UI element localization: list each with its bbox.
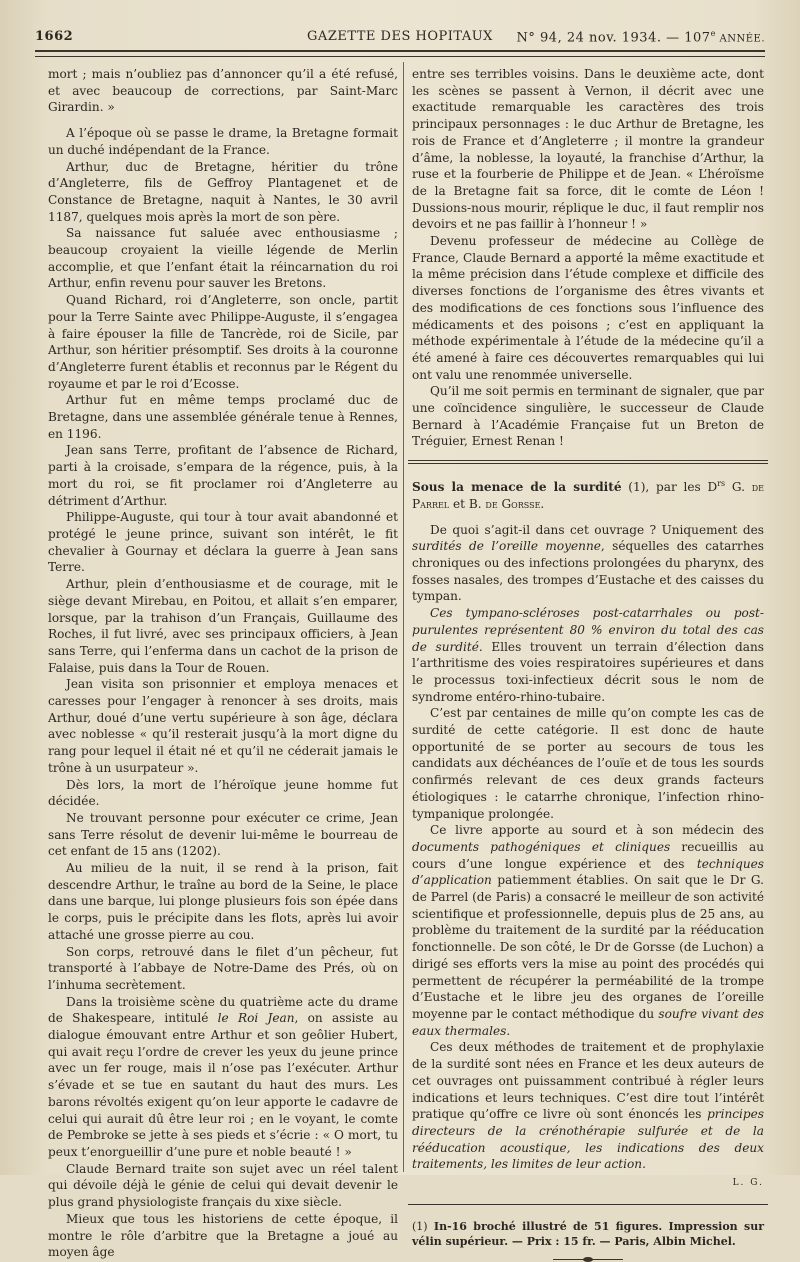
paragraph: Quand Richard, roi d’Angleterre, son oncle, partit pour la Terre Sainte avec Philippe-Auguste, il s’engagea à faire épouser la fille de Tancrède, roi de Sicile, par Arthur, son héritier présomptif. Ses droits à la couronne d’Angleterre furent établis et reconnus par le Régent du royaume et par le roi d’Ecosse. [48,293,398,391]
paragraph: Mieux que tous les historiens de cette époque, il montre le rôle d’arbitre que la Bretagne a joué au moyen âge [48,1211,398,1260]
paragraph: De quoi s’agit-il dans cet ouvrage ? Uniquement des surdités de l’oreille moyenne, séquelles des catarrhes chroniques ou des infections prolongées du pharynx, des fosses nasales, des trompes d’Eustache et des caisses du tympan. [412,522,764,604]
paragraph: Jean sans Terre, profitant de l’absence de Richard, parti à la croisade, s’empara de la régence, puis, à la mort du roi, se fit proclamer roi d’Angleterre au détriment d’Arthur. [48,443,398,508]
page-number: 1662 [35,29,74,44]
footnote: (1) In-16 broché illustré de 51 figures. Impression sur vélin supérieur. — Prix : 15 fr. — Paris, Albin Michel. [412,1219,764,1248]
paragraph: Devenu professeur de médecine au Collège de France, Claude Bernard a apporté la même exactitude et la même précision dans l’étude complexe et difficile des diverses fonctions de l’organisme des êtres vivants et des modifications de ces fonctions sous l’influence des médicaments et des poisons ; c’est en appliquant la méthode expérimentale à l’étude de la médecine qu’il a été amené à faire ces découvertes remarquables qui lui ont valu une renommée universelle. [412,234,764,382]
journal-title: GAZETTE DES HOPITAUX [307,29,493,44]
paragraph: Ces deux méthodes de traitement et de prophylaxie de la surdité sont nées en France et les deux auteurs de cet ouvrages ont puissamment contribué à régler leurs indications et leurs techniques. C’est dire tout l’intérêt pratique qu’offre ce livre où sont énoncés les principes directeurs de la crénothérapie sulfurée et de la rééducation acoustique, les indications des deux traitements, les limites de leur action. [412,1040,764,1172]
paragraph: Ce livre apporte au sourd et à son médecin des documents pathogéniques et cliniques recueillis au cours d’une longue expérience et des techniques d’application patiemment établies. On sait que le Dr G. de Parrel (de Paris) a consacré le meilleur de son activité scientifique et professionnelle, depuis plus de 25 ans, au problème du traitement de la surdité par la rééducation fonctionnelle. De son côté, le Dr de Gorsse (de Luchon) a dirigé ses efforts vers la mise au point des procédés qui permettent de récupérer la perméabilité de la trompe d’Eustache et le libre jeu des organes de l’oreille moyenne par le contact méthodique du soufre vivant des eaux thermales. [412,823,764,1038]
review-heading: Sous la menace de la surdité (1), par les $D^{rs}$ G. de Parrel et B. de Gorsse. [412,479,764,511]
paragraph: Arthur, plein d’enthousiasme et de courage, mit le siège devant Mirebau, en Poitou, et allait s’en emparer, lorsque, par la trahison d’un Français, Guillaume des Roches, il fut livré, avec ses principaux officiers, à Jean sans Terre, qui l’enferma dans un cachot de la prison de Falaise, puis dans la Tour de Rouen. [48,577,398,675]
header-rule [35,50,765,52]
left-column [48,66,398,1261]
paragraph: Sa naissance fut saluée avec enthousiasme ; beaucoup croyaient la vieille légende de Merlin accomplie, et que l’enfant était la réincarnation du roi Arthur, enfin revenu pour sauver les Bretons. [48,226,398,291]
paragraph: Qu’il me soit permis en terminant de signaler, que par une coïncidence singulière, le successeur de Claude Bernard à l’Académie Française fut un Breton de Tréguier, Ernest Renan ! [412,384,764,449]
column-divider [403,62,404,1172]
paragraph: Jean visita son prisonnier et employa menaces et caresses pour l’engager à renoncer à ses droits, mais Arthur, doué d’une vertu supérieure à son âge, déclara avec noblesse « qu’il resterait jusqu’à la mort digne du rang pour lequel il était né et qu’il ne céderait jamais le trône à un usurpateur ». [48,677,398,775]
header-rule-thin [35,56,765,57]
review-signature: L. G. [732,1178,764,1189]
paragraph: Philippe-Auguste, qui tour à tour avait abandonné et protégé le jeune prince, suivant son intérêt, le fit chevalier à Gournay et déclara la guerre à Jean sans Terre. [48,510,398,575]
paragraph: Ces tympano-scléroses post-catarrhales ou post-purulentes représentent 80 % environ du total des cas de surdité. Elles trouvent un terrain d’élection dans l’arthritisme des voies respiratoires supérieures et dans le processus toxi-infectieux décrit sous le nom de syndrome entéro-rhino-tubaire. [412,606,764,704]
paragraph: Arthur, duc de Bretagne, héritier du trône d’Angleterre, fils de Geffroy Plantagenet et de Constance de Bretagne, naquit à Nantes, le 30 avril 1187, quelques mois après la mort de son père. [48,159,398,224]
footnote-separator [408,1204,768,1205]
section-separator [408,460,768,464]
issue-info: N° 94, 24 nov. 1934. — 107e ANNÉE. [516,29,765,46]
paragraph: Arthur fut en même temps proclamé duc de Bretagne, dans une assemblée générale tenue à Rennes, en 1196. [48,393,398,441]
paragraph: Claude Bernard traite son sujet avec un réel talent qui dévoile déjà le génie de celui qui devait devenir le plus grand physiologiste français du xixe siècle. [48,1161,398,1210]
paragraph: Dès lors, la mort de l’héroïque jeune homme fut décidée. [48,777,398,809]
paragraph: A l’époque où se passe le drame, la Bretagne formait un duché indépendant de la France. [48,126,398,157]
paragraph: entre ses terribles voisins. Dans le deuxième acte, dont les scènes se passent à Vernon, il décrit avec une exactitude remarquable les caractères des trois principaux personnages : le duc Arthur de Bretagne, les rois de France et d’Angleterre ; il montre la grandeur d’âme, la noblesse, la loyauté, la franchise d’Arthur, la ruse et la fourberie de Philippe et de Jean. « L’héroïsme de la Bretagne fait sa force, dit le comte de Léon ! Dussions-nous mourir, réplique le duc, il faut remplir nos devoirs et ne pas faillir à l’honneur ! » [412,67,764,232]
paragraph: Au milieu de la nuit, il se rend à la prison, fait descendre Arthur, le traîne au bord de la Seine, le place dans une barque, lui plonge plusieurs fois son épée dans le corps, puis le précipite dans les flots, après lui avoir attaché une grosse pierre au cou. [48,861,398,942]
right-column [412,66,764,1260]
ornament-rule [553,1259,623,1260]
page-header [35,29,765,51]
paragraph: mort ; mais n’oubliez pas d’annoncer qu’il a été refusé, et avec beaucoup de corrections, par Saint-Marc Girardin. » [48,67,398,115]
paragraph: Dans la troisième scène du quatrième acte du drame de Shakespeare, intitulé le Roi Jean, on assiste au dialogue émouvant entre Arthur et son geôlier Hubert, qui avait reçu l’ordre de crever les yeux du jeune prince avec un fer rouge, mais il n’ose pas l’exécuter. Arthur s’évade et se tue en sautant du haut des murs. Les barons révoltés exigent qu’on leur apporte le cadavre de celui qui aurait dû être leur roi ; en le voyant, le comte de Pembroke se jette à ses pieds et s’écrie : « O mort, tu peux t’enorgueillir d’une pure et noble beauté ! » [48,994,398,1159]
paragraph: Son corps, retrouvé dans le filet d’un pêcheur, fut transporté à l’abbaye de Notre-Dame des Prés, où on l’inhuma secrètement. [48,944,398,992]
paragraph: C’est par centaines de mille qu’on compte les cas de surdité de cette catégorie. Il est donc de haute opportunité de se porter au secours de tous les candidats aux déchéances de l’ouïe et de tous les sourds confirmés relevant de ces deux grands facteurs étiologiques : le catarrhe chronique, l’infection rhino-tympanique prolongée. [412,706,764,821]
paragraph: Ne trouvant personne pour exécuter ce crime, Jean sans Terre résolut de devenir lui-même le bourreau de cet enfant de 15 ans (1202). [48,810,398,859]
